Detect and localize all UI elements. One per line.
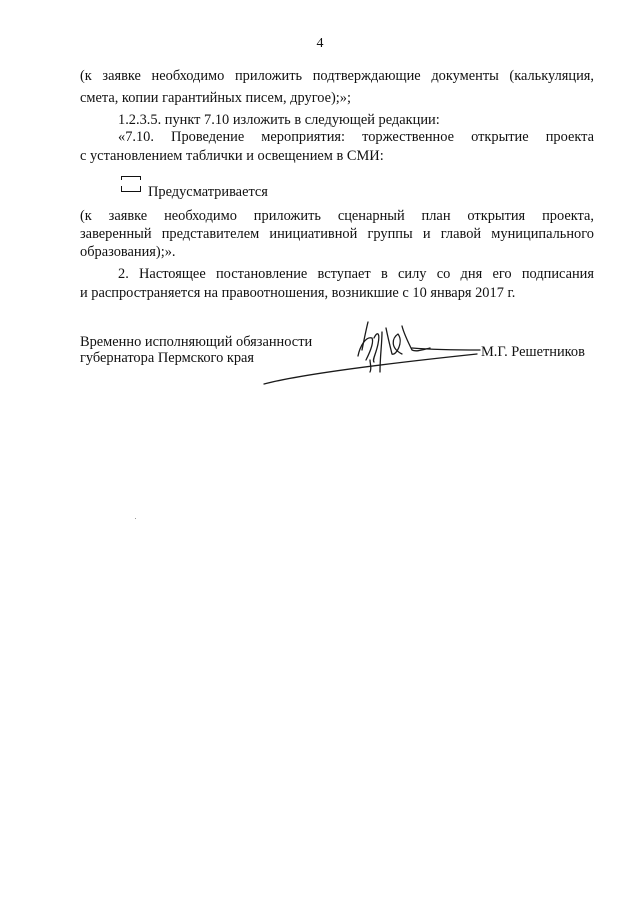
scan-speck xyxy=(135,518,136,519)
page-number: 4 xyxy=(316,36,324,51)
option-checkbox[interactable] xyxy=(121,176,141,192)
handwritten-signature xyxy=(262,312,482,392)
paragraph-line: образования);». xyxy=(80,244,176,260)
position-line: губернатора Пермского края xyxy=(80,350,255,366)
paragraph-line: (к заявке необходимо приложить подтверждающие документы (калькуляция, xyxy=(80,68,594,84)
paragraph-line: 2. Настоящее постановление вступает в силу со дня его подписания xyxy=(118,266,594,282)
paragraph-line: «7.10. Проведение мероприятия: торжественное открытие проекта xyxy=(118,129,594,145)
option-row xyxy=(118,174,418,198)
paragraph-line: заверенный представителем инициативной группы и главой муниципального xyxy=(80,226,594,242)
position-line: Временно исполняющий обязанности xyxy=(80,334,313,350)
paragraph-line: и распространяется на правоотношения, возникшие с 10 января 2017 г. xyxy=(80,285,516,301)
option-label: Предусматривается xyxy=(148,184,268,200)
paragraph-line: смета, копии гарантийных писем, другое);»; xyxy=(80,90,351,106)
paragraph-line: 1.2.3.5. пункт 7.10 изложить в следующей редакции: xyxy=(118,112,440,128)
paragraph-line: (к заявке необходимо приложить сценарный план открытия проекта, xyxy=(80,208,594,224)
paragraph-line: с установлением таблички и освещением в СМИ: xyxy=(80,148,384,164)
signer-name: М.Г. Решетников xyxy=(481,344,585,360)
